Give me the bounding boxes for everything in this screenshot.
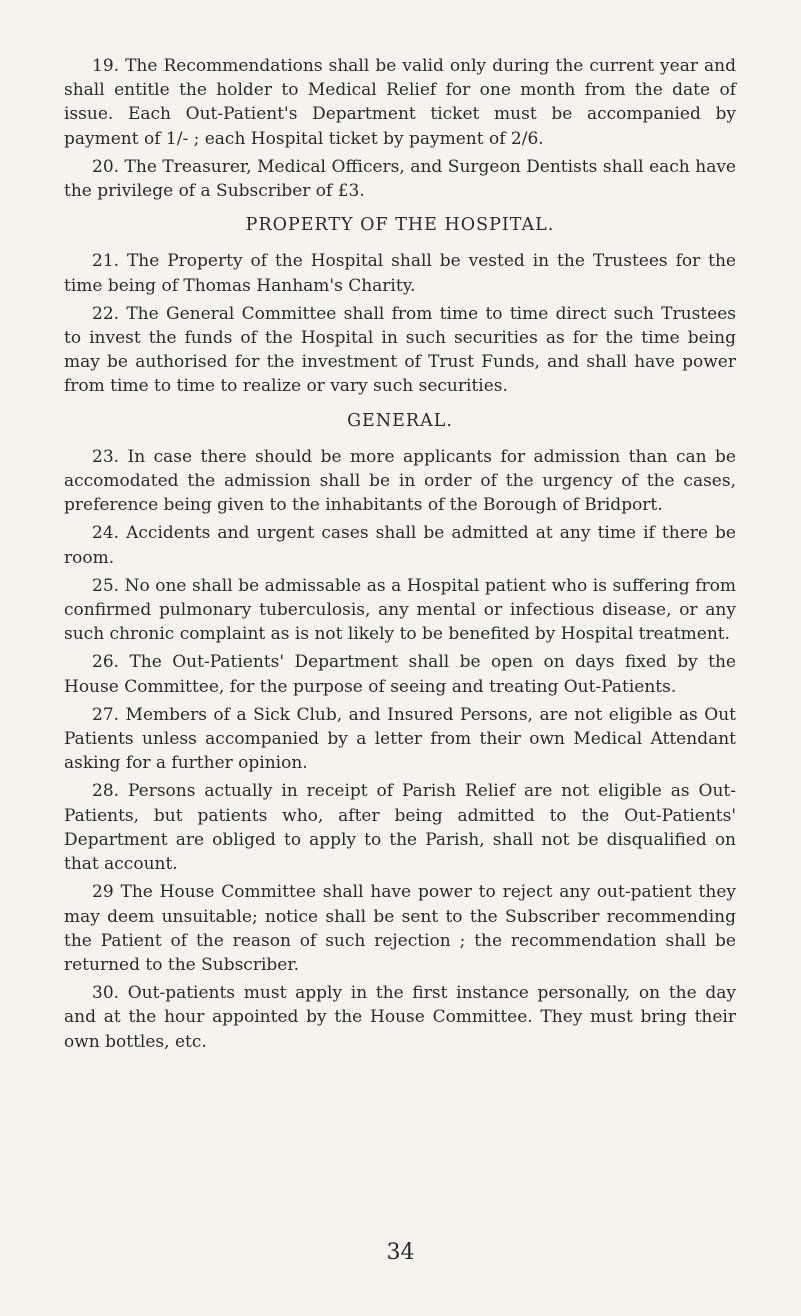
paragraph-20: 20. The Treasurer, Medical Officers, and Surgeon Dentists shall each have the privilege of a Subscriber of £3.	[64, 156, 736, 202]
heading-property-of-the-hospital: PROPERTY OF THE HOSPITAL.	[245, 215, 555, 236]
paragraph-27: 27. Members of a Sick Club, and Insured Persons, are not eligible as Out Patients unless accompanied by a letter from their own Medical Attendant asking for a further opinion.	[64, 704, 736, 774]
heading-general: GENERAL.	[347, 410, 453, 431]
paragraph-23: 23. In case there should be more applicants for admission than can be accomodated the admission shall be in order of the urgency of the cases, preference being given to the inhabitants of the Borough of Bridport.	[64, 446, 736, 516]
page-number: 34	[386, 1240, 415, 1265]
paragraph-28: 28. Persons actually in receipt of Parish Relief are not eligible as Out-Patients, but patients who, after being admitted to the Out-Patients' Department are obliged to apply to the Parish, shall not be disqualified on that account.	[64, 781, 736, 875]
paragraph-26: 26. The Out-Patients' Department shall be open on days fixed by the House Committee, for the purpose of seeing and treating Out-Patients.	[64, 652, 736, 697]
paragraph-21: 21. The Property of the Hospital shall be vested in the Trustees for the time being of Thomas Hanham's Charity.	[64, 251, 736, 296]
document-page	[64, 54, 736, 1058]
paragraph-29: 29 The House Committee shall have power to reject any out-patient they may deem unsuitable; notice shall be sent to the Subscriber recommending the Patient of the reason of such rejection ; the recommendation shall be returned to the Subscriber.	[64, 882, 736, 975]
paragraph-30: 30. Out-patients must apply in the first instance personally, on the day and at the hour appointed by the House Committee. They must bring their own bottles, etc.	[64, 983, 736, 1052]
paragraph-25: 25. No one shall be admissable as a Hospital patient who is suffering from confirmed pulmonary tuberculosis, any mental or infectious disease, or any such chronic complaint as is not likely to be benefited by Hospital treatment.	[64, 575, 736, 645]
paragraph-19: 19. The Recommendations shall be valid only during the current year and shall entitle the holder to Medical Relief for one month from the date of issue. Each Out-Patient's Department ticket must be accompanied by payment of 1/- ; each Hospital ticket by payment of 2/6.	[64, 56, 736, 149]
paragraph-24: 24. Accidents and urgent cases shall be admitted at any time if there be room.	[64, 523, 736, 568]
paragraph-22: 22. The General Committee shall from time to time direct such Trustees to invest the funds of the Hospital in such securities as for the time being may be authorised for the investment of Trust Funds, and shall have power from time to time to realize or vary such securities.	[64, 303, 736, 397]
